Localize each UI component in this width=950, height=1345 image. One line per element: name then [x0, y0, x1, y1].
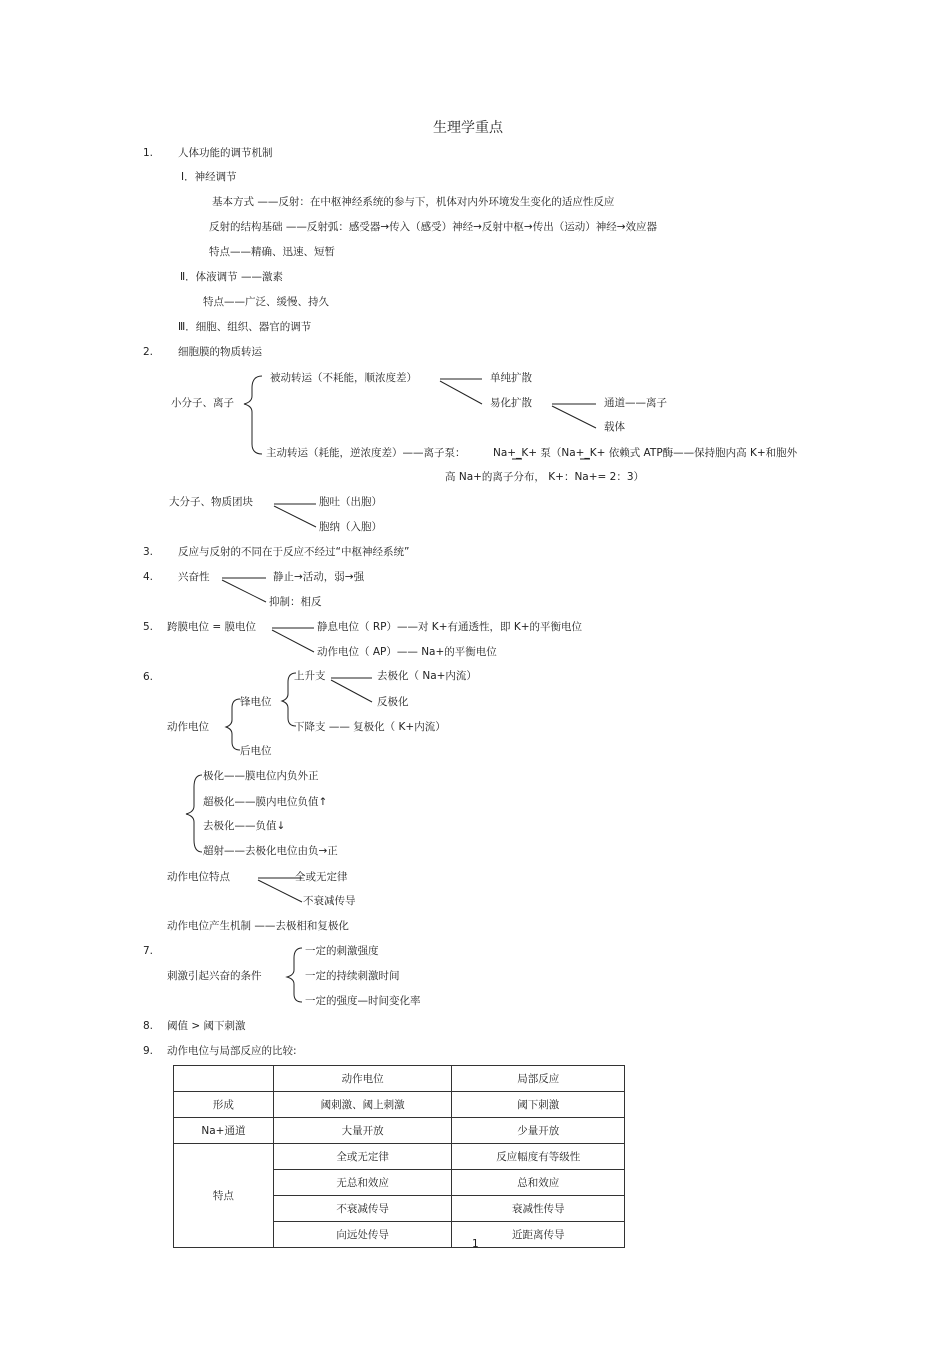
table-header: 动作电位 [273, 1066, 452, 1092]
stimulus-intensity: 一定的刺激强度 [305, 945, 379, 957]
brace [186, 775, 202, 852]
table-cell: 阈刺激、阈上刺激 [273, 1092, 452, 1118]
after-potential: 后电位 [240, 745, 272, 757]
ion-distribution: 高 Na+的离子分布， K+：Na+= 2：3） [445, 471, 645, 483]
brace [226, 699, 240, 750]
page-title: 生理学重点 [433, 120, 503, 136]
table-row [174, 1092, 625, 1118]
comparison-table [173, 1065, 625, 1248]
table-cell: 衰减性传导 [452, 1196, 625, 1222]
stimulus-duration: 一定的持续刺激时间 [305, 970, 400, 982]
table-cell: 不衰减传导 [273, 1196, 452, 1222]
table-cell: 形成 [174, 1092, 274, 1118]
overshoot: 超射——去极化电位由负→正 [203, 845, 338, 857]
exocytosis: 胞吐（出胞） [319, 496, 382, 508]
ap-mechanism: 动作电位产生机制 ——去极相和复极化 [167, 920, 349, 932]
sodium-potassium-pump: Na+_K+ 泵（Na+_K+ 依赖式 ATP酶——保持胞内高 K+和胞外 [493, 447, 798, 459]
reverse-polarization: 反极化 [377, 696, 409, 708]
section-9-number: 9. [143, 1045, 154, 1057]
nerve-features: 特点——精确、迅速、短暂 [209, 246, 335, 258]
action-potential-label: 动作电位 [167, 721, 209, 733]
polarization: 极化——膜电位内负外正 [203, 770, 319, 782]
macromolecules: 大分子、物质团块 [169, 496, 253, 508]
table-cell: Na+通道 [174, 1118, 274, 1144]
table-cell: 近距离传导 [452, 1222, 625, 1248]
table-row [174, 1066, 625, 1092]
intensity-time-rate: 一定的强度—时间变化率 [305, 995, 421, 1007]
cell-regulation: Ⅲ．细胞、组织、器官的调节 [178, 321, 312, 333]
page-number: 1 [472, 1238, 479, 1250]
humoral-regulation: Ⅱ．体液调节 ——激素 [180, 271, 284, 283]
table-row [174, 1118, 625, 1144]
action-potential: 动作电位（ AP）—— Na+的平衡电位 [317, 646, 497, 658]
section-1-heading: 人体功能的调节机制 [178, 147, 273, 159]
ap-features-label: 动作电位特点 [167, 871, 230, 883]
section-4-number: 4. [143, 571, 154, 583]
active-transport: 主动转运（耗能，逆浓度差）——离子泵： [266, 447, 466, 459]
endocytosis: 胞纳（入胞） [319, 521, 382, 533]
section-3-number: 3. [143, 546, 154, 558]
table-cell: 特点 [174, 1144, 274, 1248]
falling-phase: 下降支 —— 复极化（ K+内流） [294, 721, 446, 733]
table-cell: 反应幅度有等级性 [452, 1144, 625, 1170]
simple-diffusion: 单纯扩散 [490, 372, 532, 384]
section-7-number: 7. [143, 945, 154, 957]
resting-potential: 静息电位（ RP）——对 K+有通透性，即 K+的平衡电位 [317, 621, 583, 633]
section-2-number: 2. [143, 346, 154, 358]
spike-potential: 锋电位 [240, 696, 272, 708]
section-8-number: 8. [143, 1020, 154, 1032]
section-5-number: 5. [143, 621, 154, 633]
excitability-label: 兴奋性 [178, 571, 210, 583]
table-cell: 总和效应 [452, 1170, 625, 1196]
brace [244, 376, 262, 454]
depolarization: 去极化（ Na+内流） [377, 670, 477, 682]
table-cell: 阈下刺激 [452, 1092, 625, 1118]
threshold-text: 阈值 > 阈下刺激 [167, 1020, 246, 1032]
table-cell [174, 1066, 274, 1092]
section-3-text: 反应与反射的不同在于反应不经过“中枢神经系统” [178, 546, 410, 558]
reflex-structure: 反射的结构基础 ——反射弧：感受器→传入（感受）神经→反射中枢→传出（运动）神经→效应器 [209, 221, 658, 233]
stimulus-conditions-label: 刺激引起兴奋的条件 [167, 970, 262, 982]
nerve-regulation: Ⅰ．神经调节 [181, 171, 237, 183]
table-cell: 向远处传导 [273, 1222, 452, 1248]
section-9-heading: 动作电位与局部反应的比较: [167, 1045, 297, 1057]
inhibition: 抑制：相反 [269, 596, 322, 608]
table-cell: 全或无定律 [273, 1144, 452, 1170]
hyperpolarization: 超极化——膜内电位负值↑ [203, 796, 328, 808]
non-decremental: 不衰减传导 [303, 895, 356, 907]
section-2-heading: 细胞膜的物质转运 [178, 346, 262, 358]
all-or-none: 全或无定律 [295, 871, 348, 883]
passive-transport: 被动转运（不耗能，顺浓度差） [270, 372, 417, 384]
brace [287, 948, 302, 1002]
table-row [174, 1144, 625, 1170]
channel-ion: 通道——离子 [604, 397, 667, 409]
membrane-potential-label: 跨膜电位 = 膜电位 [167, 621, 256, 633]
small-molecules: 小分子、离子 [171, 397, 234, 409]
table-cell: 少量开放 [452, 1118, 625, 1144]
depolarization-def: 去极化——负值↓ [203, 820, 286, 832]
section-6-number: 6. [143, 671, 154, 683]
section-1-number: 1. [143, 147, 154, 159]
table-cell: 无总和效应 [273, 1170, 452, 1196]
table-cell: 大量开放 [273, 1118, 452, 1144]
table-header: 局部反应 [452, 1066, 625, 1092]
facilitated-diffusion: 易化扩散 [490, 397, 532, 409]
rising-phase: 上升支 [294, 670, 326, 682]
humoral-features: 特点——广泛、缓慢、持久 [203, 296, 329, 308]
carrier: 载体 [604, 421, 625, 433]
basic-mode: 基本方式 ——反射：在中枢神经系统的参与下，机体对内外环境发生变化的适应性反应 [212, 196, 615, 208]
excitation: 静止→活动，弱→强 [273, 571, 365, 583]
